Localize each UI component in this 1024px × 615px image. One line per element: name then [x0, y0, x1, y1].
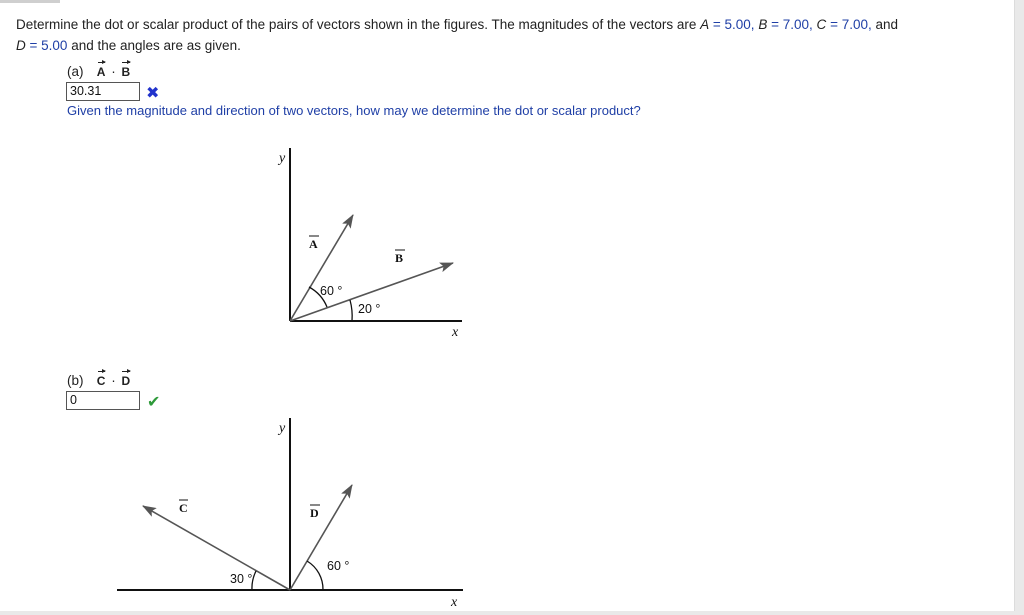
fig-a-y-label: y	[279, 151, 286, 166]
fig-b-label-D: D	[310, 506, 319, 520]
figure-b	[117, 418, 463, 610]
fig-b-vector-C	[143, 506, 290, 590]
fig-b-arc-60	[307, 561, 323, 590]
fig-a-angle-20: 20 °	[358, 302, 381, 316]
fig-b-angle-30: 30 °	[230, 572, 253, 586]
part-b-index: (b)	[67, 373, 84, 388]
part-b-answer-input[interactable]: 0	[66, 391, 140, 410]
magnitude-A-value: = 5.00,	[712, 17, 755, 32]
part-a-answer-input[interactable]: 30.31	[66, 82, 140, 101]
problem-text-and: and	[875, 17, 899, 32]
part-b-dot-symbol: ·	[111, 373, 116, 388]
correct-check-icon: ✔	[147, 394, 161, 411]
fig-a-label-A: A	[309, 237, 318, 251]
magnitude-C-label: C	[816, 17, 827, 32]
magnitude-D-value: = 5.00	[29, 38, 68, 53]
magnitude-A-label: A	[700, 17, 710, 32]
figure-a	[277, 148, 462, 340]
fig-b-y-label: y	[279, 421, 286, 436]
part-a-dot-symbol: ·	[111, 64, 116, 79]
magnitude-C-value: = 7.00,	[830, 17, 872, 32]
part-a-hint-link[interactable]: Given the magnitude and direction of two vectors, how may we determine the dot or scalar product?	[67, 103, 641, 118]
magnitude-B-label: B	[758, 17, 768, 32]
fig-b-arc-30	[252, 571, 256, 590]
part-a-vector-2: B	[121, 65, 131, 79]
problem-text-end: and the angles are as given.	[71, 38, 241, 53]
fig-a-x-label: x	[452, 325, 459, 340]
fig-b-label-C: C	[179, 501, 188, 515]
magnitude-B-value: = 7.00,	[771, 17, 813, 32]
fig-a-angle-60: 60 °	[320, 284, 343, 298]
part-a-index: (a)	[67, 64, 84, 79]
incorrect-x-icon: ✖	[146, 85, 160, 102]
part-a-vector-1: A	[96, 65, 106, 79]
problem-text-intro: Determine the dot or scalar product of the pairs of vectors shown in the figures. The magnitudes of the vectors are	[16, 17, 701, 32]
part-b-vector-2: D	[121, 374, 131, 388]
fig-b-angle-60: 60 °	[327, 559, 350, 573]
part-b-vector-1: C	[96, 374, 106, 388]
fig-a-vector-A	[290, 215, 353, 321]
fig-a-arc-20	[350, 300, 352, 321]
fig-b-vector-D	[290, 485, 352, 590]
magnitude-D-label: D	[16, 38, 26, 53]
fig-b-x-label: x	[451, 595, 458, 610]
fig-a-label-B: B	[395, 251, 404, 265]
